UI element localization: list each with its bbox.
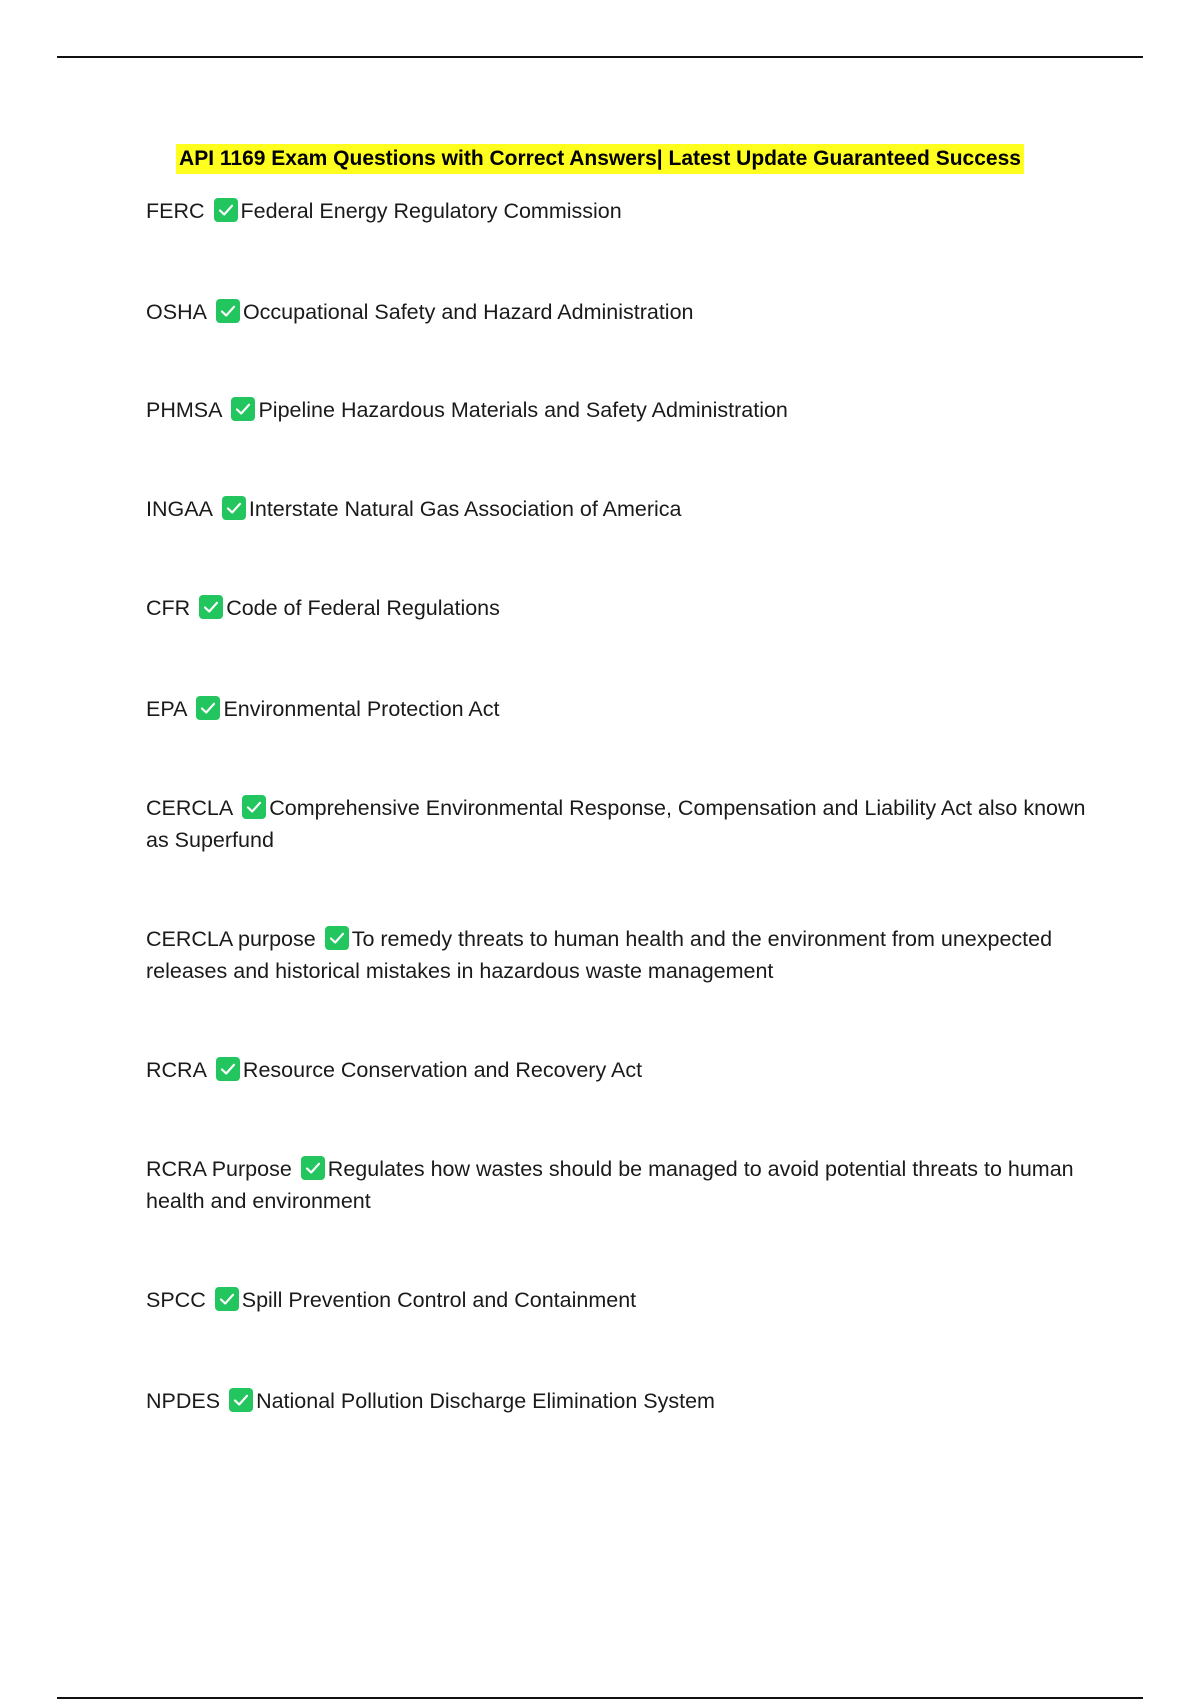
checkmark-icon	[214, 198, 238, 222]
entry-definition: Comprehensive Environmental Response, Compensation and Liability Act also known as Superfund	[146, 796, 1086, 852]
entry-cercla	[146, 792, 1096, 856]
entry-definition: Pipeline Hazardous Materials and Safety Administration	[258, 398, 788, 422]
entry-term: RCRA	[146, 1058, 207, 1082]
entry-term: RCRA Purpose	[146, 1157, 292, 1181]
checkmark-icon	[242, 795, 266, 819]
checkmark-icon	[216, 299, 240, 323]
checkmark-icon	[231, 397, 255, 421]
checkmark-icon	[229, 1388, 253, 1412]
checkmark-icon	[199, 595, 223, 619]
entry-term: FERC	[146, 199, 205, 223]
entry-term: SPCC	[146, 1288, 206, 1312]
entry-term: CERCLA purpose	[146, 927, 316, 951]
entry-definition: Interstate Natural Gas Association of America	[248, 497, 682, 521]
checkmark-icon	[325, 926, 349, 950]
entry-definition: Federal Energy Regulatory Commission	[240, 199, 622, 223]
entry-definition: Code of Federal Regulations	[226, 596, 500, 620]
entry-definition: Occupational Safety and Hazard Administration	[242, 300, 694, 324]
entry-rcra-purpose	[146, 1153, 1096, 1217]
entry-osha	[146, 296, 1096, 328]
entry-spcc	[146, 1284, 1096, 1316]
entry-cfr	[146, 592, 1096, 624]
entry-cercla-purpose	[146, 923, 1096, 987]
entry-ferc	[146, 195, 1096, 227]
entry-term: CERCLA	[146, 796, 234, 820]
entry-ingaa	[146, 493, 1096, 525]
entry-phmsa	[146, 394, 1096, 426]
entry-definition: Spill Prevention Control and Containment	[241, 1288, 637, 1312]
entry-npdes	[146, 1385, 1096, 1417]
top-divider	[57, 56, 1143, 58]
entry-definition: National Pollution Discharge Elimination System	[256, 1389, 715, 1413]
entry-term: EPA	[146, 697, 188, 721]
checkmark-icon	[215, 1287, 239, 1311]
bottom-divider	[57, 1697, 1143, 1699]
entry-term: OSHA	[146, 300, 207, 324]
entry-term: PHMSA	[146, 398, 223, 422]
checkmark-icon	[216, 1057, 240, 1081]
page-title: API 1169 Exam Questions with Correct Answers| Latest Update Guaranteed Success	[176, 144, 1024, 174]
entry-epa	[146, 693, 1096, 725]
entry-definition: Regulates how wastes should be managed to avoid potential threats to human health and environment	[146, 1157, 1074, 1213]
title-container	[0, 144, 1200, 174]
entry-rcra	[146, 1054, 1096, 1086]
entry-term: NPDES	[146, 1389, 221, 1413]
entry-term: INGAA	[146, 497, 213, 521]
entry-definition: Resource Conservation and Recovery Act	[242, 1058, 643, 1082]
entry-term: CFR	[146, 596, 191, 620]
checkmark-icon	[301, 1156, 325, 1180]
checkmark-icon	[196, 696, 220, 720]
checkmark-icon	[222, 496, 246, 520]
entry-definition: To remedy threats to human health and the environment from unexpected releases and historical mistakes in hazardous waste management	[146, 927, 1053, 983]
entry-definition: Environmental Protection Act	[223, 697, 500, 721]
